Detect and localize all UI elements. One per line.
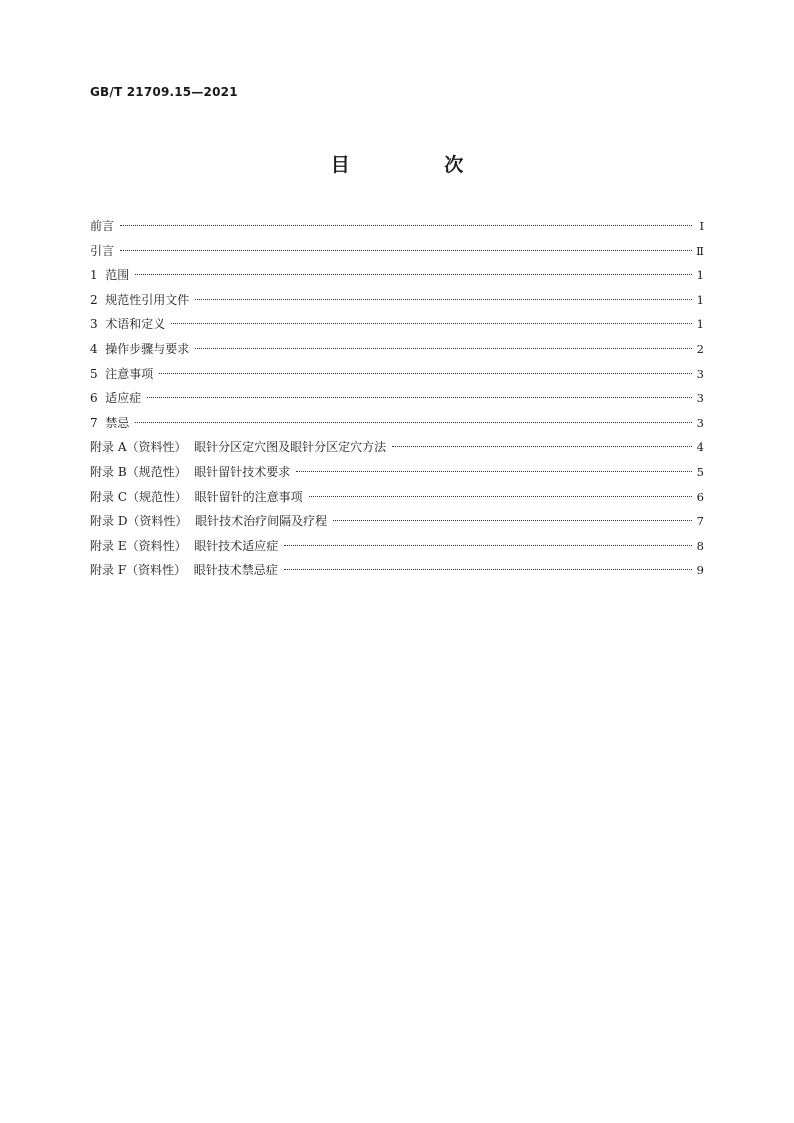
toc-entry-label: 附录 A（资料性） 眼针分区定穴图及眼针分区定穴方法 <box>90 440 387 455</box>
toc-entry-label: 7 禁忌 <box>90 415 130 430</box>
toc-entry-terms-definitions[interactable] <box>90 314 704 339</box>
toc-entry-page: 5 <box>696 464 704 479</box>
toc-entry-page: 3 <box>696 391 704 406</box>
toc-entry-appendix-a[interactable] <box>90 437 704 462</box>
toc-entry-page: 1 <box>696 268 704 283</box>
toc-entry-page: 9 <box>696 563 704 578</box>
toc-entry-label: 附录 B（规范性） 眼针留针技术要求 <box>90 464 291 479</box>
toc-entry-indications[interactable] <box>90 388 704 413</box>
toc-entry-page: 7 <box>696 514 704 529</box>
toc-entry-page: 8 <box>696 538 704 553</box>
toc-leader-dots <box>309 496 692 497</box>
toc-leader-dots <box>284 569 692 570</box>
toc-entry-page: Ⅱ <box>696 243 704 258</box>
toc-entry-normative-references[interactable] <box>90 290 704 315</box>
toc-entry-appendix-f[interactable] <box>90 560 704 585</box>
toc-entry-procedures[interactable] <box>90 339 704 364</box>
toc-leader-dots <box>284 545 692 546</box>
table-of-contents <box>90 216 704 585</box>
toc-entry-label: 5 注意事项 <box>90 366 154 381</box>
toc-entry-label: 引言 <box>90 243 115 258</box>
toc-leader-dots <box>159 373 692 374</box>
toc-entry-label: 1 范围 <box>90 268 130 283</box>
toc-leader-dots <box>195 348 692 349</box>
toc-leader-dots <box>195 299 692 300</box>
toc-entry-page: 3 <box>696 366 704 381</box>
toc-entry-appendix-b[interactable] <box>90 462 704 487</box>
toc-entry-foreword[interactable] <box>90 216 704 241</box>
toc-entry-label: 前言 <box>90 219 115 233</box>
toc-leader-dots <box>135 274 692 275</box>
toc-leader-dots <box>135 422 692 423</box>
toc-leader-dots <box>296 471 692 472</box>
toc-entry-appendix-d[interactable] <box>90 511 704 536</box>
toc-entry-label: 3 术语和定义 <box>90 317 166 332</box>
toc-entry-label: 附录 D（资料性） 眼针技术治疗间隔及疗程 <box>90 514 328 529</box>
toc-entry-page: 6 <box>696 489 704 504</box>
standard-code: GB/T 21709.15—2021 <box>90 85 238 99</box>
toc-leader-dots <box>120 225 692 226</box>
toc-leader-dots <box>392 446 692 447</box>
toc-entry-label: 2 规范性引用文件 <box>90 292 190 307</box>
toc-entry-scope[interactable] <box>90 265 704 290</box>
toc-entry-label: 6 适应症 <box>90 391 142 406</box>
toc-entry-appendix-c[interactable] <box>90 487 704 512</box>
toc-leader-dots <box>333 520 692 521</box>
toc-entry-contraindications[interactable] <box>90 413 704 438</box>
toc-entry-label: 附录 C（规范性） 眼针留针的注意事项 <box>90 489 303 504</box>
toc-entry-page: 3 <box>696 415 704 430</box>
toc-entry-introduction[interactable] <box>90 241 704 266</box>
toc-entry-page: 4 <box>696 440 704 455</box>
toc-leader-dots <box>120 250 692 251</box>
toc-entry-appendix-e[interactable] <box>90 536 704 561</box>
toc-entry-precautions[interactable] <box>90 364 704 389</box>
toc-leader-dots <box>147 397 692 398</box>
toc-entry-page: Ⅰ <box>699 219 704 233</box>
toc-entry-label: 附录 E（资料性） 眼针技术适应症 <box>90 538 279 553</box>
page-title: 目 次 <box>330 154 508 176</box>
toc-entry-page: 1 <box>696 317 704 332</box>
toc-entry-label: 4 操作步骤与要求 <box>90 341 190 356</box>
toc-leader-dots <box>171 323 692 324</box>
toc-entry-page: 1 <box>696 292 704 307</box>
toc-entry-page: 2 <box>696 341 704 356</box>
toc-entry-label: 附录 F（资料性） 眼针技术禁忌症 <box>90 563 278 578</box>
